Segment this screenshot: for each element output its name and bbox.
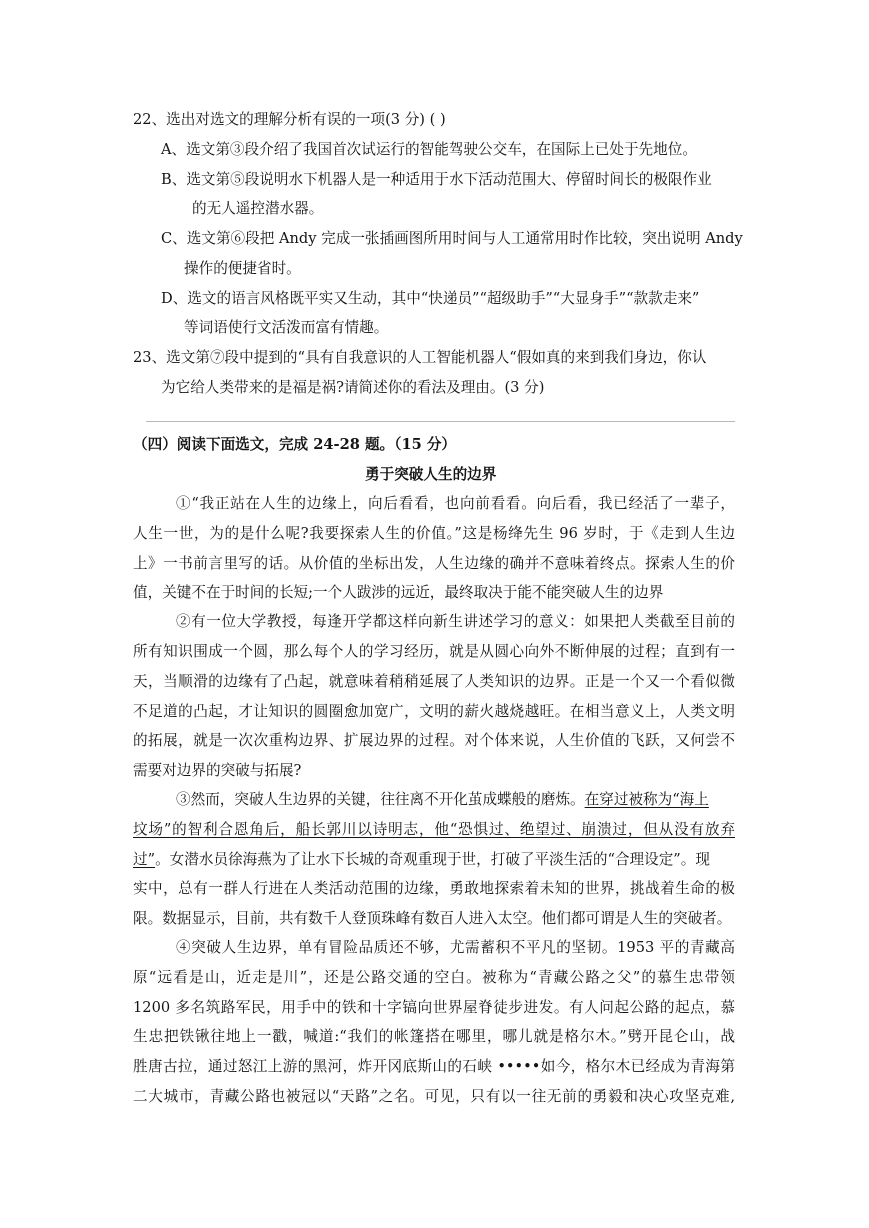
paragraph-2-line2: 所有知识围成一个圆，那么每个人的学习经历，就是从圆心向外不断伸展的过程；直到有一 [133,643,735,660]
passage-title: 勇于突破人生的边界 [365,466,497,483]
paragraph-4-line3: 1200 多名筑路军民，用手中的铁和十字镐向世界屋脊徒步进发。有人问起公路的起点，慕 [133,999,735,1016]
paragraph-2-line6: 需要对边界的突破与拓展? [133,762,302,779]
paragraph-3-line1 [176,790,709,810]
paragraph-2-line5: 的拓展，就是一次次重构边界、扩展边界的过程。对个体来说，人生价值的飞跃，又何尝不 [133,732,735,749]
question-22-stem: 22、选出对选文的理解分析有误的一项(3 分) ( ) [133,111,446,128]
paragraph-1-line4: 值，关键不在于时间的长短;一个人跋涉的远近，最终取决于能不能突破人生的边界 [133,584,664,601]
paragraph-1-line1: ①“我正站在人生的边缘上，向后看看，也向前看看。向后看，我已经活了一辈子， [176,495,735,512]
question-22-option-c-line2: 操作的便捷省时。 [184,260,301,277]
question-22-option-c-line1: C、选文第⑥段把 Andy 完成一张插画图所用时间与人工通常用时作比较，突出说明 Andy [161,230,743,247]
paragraph-4-line5: 胜唐古拉，通过怒江上游的黑河，炸开冈底斯山的石峡 •••••如今，格尔木已经成为青海第 [133,1058,735,1075]
question-22-option-d-line2: 等词语使行文活泼而富有情趣。 [184,319,389,336]
paragraph-2-line3: 天，当顺滑的边缘有了凸起，就意味着稍稍延展了人类知识的边界。正是一个又一个看似微 [133,673,735,690]
paragraph-2-line4: 不足道的凸起，才让知识的圆圈愈加宽广，文明的薪火越烧越旺。在相当意义上，人类文明 [133,703,735,720]
paragraph-2-line1: ②有一位大学教授，每逢开学都这样向新生讲述学习的意义：如果把人类截至目前的 [176,613,735,630]
paragraph-3-line2-underlined: 坟场”的智利合恩角后，船长郭川以诗明志，他“恐惧过、绝望过、崩溃过，但从没有放弃 [133,821,735,838]
paragraph-4-line1: ④突破人生边界，单有冒险品质还不够，尤需蓄积不平凡的坚韧。1953 平的青藏高 [176,939,735,956]
question-23-line2: 为它给人类带来的是福是祸?请简述你的看法及理由。(3 分) [161,379,545,396]
paragraph-1-line2: 人生一世，为的是什么呢?我要探索人生的价值。”这是杨绛先生 96 岁时，于《走到人生边 [133,525,735,542]
question-22-option-b-line2: 的无人遥控潜水器。 [192,200,324,217]
paragraph-3-line5: 限。数据显示，目前，共有数千人登顶珠峰有数百人进入太空。他们都可谓是人生的突破者。 [133,910,732,927]
question-22-option-b-line1: B、选文第⑤段说明水下机器人是一种适用于水下活动范围大、停留时间长的极限作业 [161,171,712,188]
paragraph-3-line1-plain: ③然而，突破人生边界的关键，往往离不开化茧成蝶般的磨炼。 [176,791,585,808]
paragraph-3-line3-plain: 。女潜水员徐海燕为了让水下长城的奇观重现于世，打破了平淡生活的“合理设定”。现 [155,851,710,868]
question-22-option-a: A、选文第③段介绍了我国首次试运行的智能驾驶公交车，在国际上已处于先地位。 [161,141,697,158]
question-23-line1: 23、选文第⑦段中提到的“具有自我意识的人工智能机器人“假如真的来到我们身边，你认 [133,349,707,366]
paragraph-3-line3-underlined: 过” [133,851,156,868]
paragraph-4-line6: 二大城市，青藏公路也被冠以“天路”之名。可见，只有以一往无前的勇毅和决心攻坚克难, [133,1088,735,1105]
section-4-heading: （四）阅读下面选文，完成 24-28 题。（15 分） [133,436,457,453]
paragraph-4-line2: 原“远看是山，近走是川”，还是公路交通的空白。被称为“青藏公路之父”的慕生忠带领 [133,969,735,986]
paragraph-3-line4: 实中，总有一群人行进在人类活动范围的边缘，勇敢地探索着未知的世界，挑战着生命的极 [133,880,735,897]
section-divider [146,421,735,422]
paragraph-3-line3 [133,850,710,870]
paragraph-1-line3: 上》一书前言里写的话。从价值的坐标出发，人生边缘的确并不意味着终点。探索人生的价 [133,555,735,572]
question-22-option-d-line1: D、选文的语言风格既平实又生动，其中“快递员”“超级助手”“大显身手”“款款走来” [161,290,700,307]
paragraph-4-line4: 生忠把铁锹往地上一戳，喊道:“我们的帐篷搭在哪里，哪儿就是格尔木。”劈开昆仑山，战 [133,1028,735,1045]
paragraph-3-line1-underlined: 在穿过被称为“海上 [584,791,709,808]
